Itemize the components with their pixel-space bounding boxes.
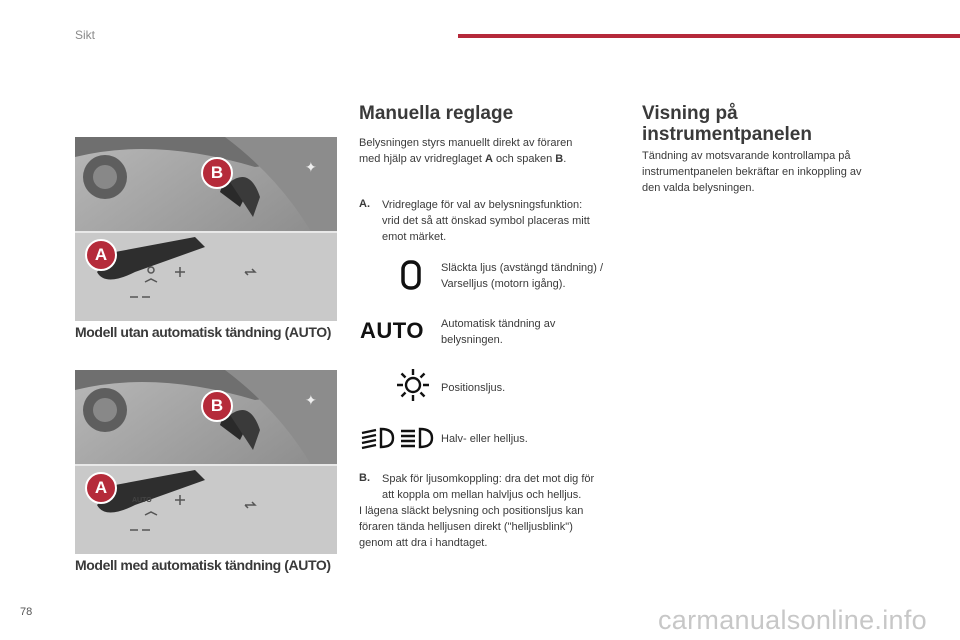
item-a-letter: A. xyxy=(359,198,370,210)
figure-manual-lighting-controls xyxy=(75,137,337,321)
outro-paragraph: I lägena släckt belysning och positionsljus kan föraren tända helljusen direkt ("helljusblink") genom att dra i handtaget. xyxy=(359,505,584,549)
header-accent-bar xyxy=(458,34,960,38)
figure-auto-lighting-controls xyxy=(75,370,337,554)
svg-text:✦: ✦ xyxy=(305,159,317,175)
symbol-auto-text: Automatisk tändning av belysningen. xyxy=(441,318,556,346)
manual-controls-title: Manuella reglage xyxy=(359,103,514,124)
svg-text:✦: ✦ xyxy=(305,392,317,408)
item-b-letter: B. xyxy=(359,472,370,484)
intro-paragraph: Belysningen styrs manuellt direkt av föraren med hjälp av vridreglaget A och spaken B. xyxy=(359,137,573,165)
off-ring-icon xyxy=(400,259,422,296)
display-title: Visning på instrumentpanelen xyxy=(642,103,812,145)
item-b-text: Spak för ljusomkoppling: dra det mot dig för att koppla om mellan halvljus och helljus. xyxy=(382,473,595,501)
display-paragraph: Tändning av motsvarande kontrollampa på instrumentpanelen bekräftar en inkoppling av den valda belysningen. xyxy=(642,150,862,194)
low-high-beam-icon xyxy=(359,425,437,456)
item-a-text: Vridreglage för val av belysningsfunktion: vrid det så att önskad symbol placeras mitt emot märket. xyxy=(382,199,590,243)
symbol-beam-text: Halv- eller helljus. xyxy=(441,433,528,445)
watermark: carmanualsonline.info xyxy=(658,605,927,635)
auto-marking: AUTO xyxy=(132,497,152,504)
symbol-off-text: Släckta ljus (avstängd tändning) / Varselljus (motorn igång). xyxy=(441,262,604,290)
callout-b: B xyxy=(201,157,233,189)
figure-2-caption: Modell med automatisk tändning (AUTO) xyxy=(75,557,331,573)
callout-a: A xyxy=(85,472,117,504)
page-number: 78 xyxy=(20,606,33,618)
auto-icon: AUTO xyxy=(360,318,424,343)
callout-b: B xyxy=(201,390,233,422)
callout-a: A xyxy=(85,239,117,271)
symbol-position-text: Positionsljus. xyxy=(441,382,506,394)
figure-1-caption: Modell utan automatisk tändning (AUTO) xyxy=(75,324,331,340)
position-light-icon xyxy=(395,367,431,408)
section-label: Sikt xyxy=(75,28,96,42)
